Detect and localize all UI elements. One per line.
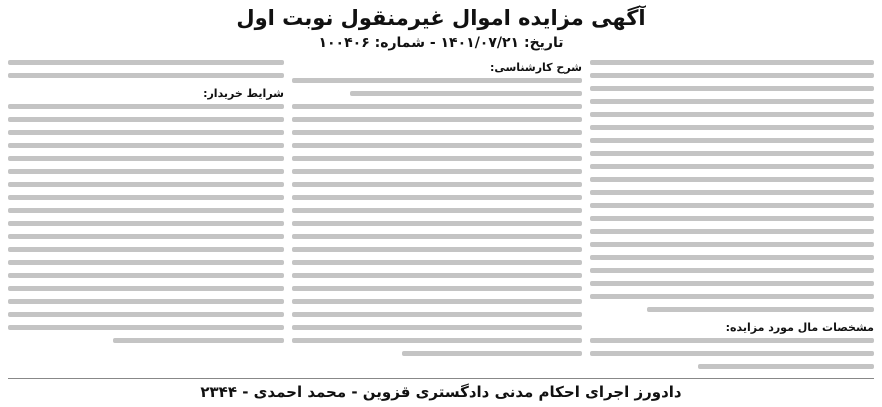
- text-line: [8, 234, 284, 239]
- text-line: [292, 247, 582, 252]
- text-line: [8, 273, 284, 278]
- notice-title: آگهی مزایده اموال غیرمنقول نوبت اول: [236, 6, 646, 30]
- text-line: [292, 273, 582, 278]
- text-line: [590, 268, 874, 273]
- text-line: [590, 338, 874, 343]
- text-line: [113, 338, 284, 343]
- footer-divider: [8, 378, 874, 379]
- text-line: [8, 299, 284, 304]
- text-line: [402, 351, 582, 356]
- text-line: [590, 351, 874, 356]
- text-line: [8, 117, 284, 122]
- text-line: [8, 247, 284, 252]
- text-line: [590, 177, 874, 182]
- text-line: [292, 182, 582, 187]
- text-line: [647, 307, 874, 312]
- execution-paragraph: [590, 60, 874, 312]
- signature-line: دادورز اجرای احکام مدنی دادگستری قزوین - محمد احمدی - ۲۳۴۴: [200, 383, 682, 401]
- text-line: [292, 156, 582, 161]
- text-line: [292, 338, 582, 343]
- text-line: [292, 299, 582, 304]
- text-line: [8, 104, 284, 109]
- text-line: [590, 255, 874, 260]
- text-line: [8, 208, 284, 213]
- text-line: [292, 234, 582, 239]
- text-line: [292, 208, 582, 213]
- expert-description-heading: شرح کارشناسی:: [489, 61, 582, 74]
- text-line: [590, 229, 874, 234]
- text-line: [292, 117, 582, 122]
- text-line: [590, 125, 874, 130]
- text-line: [590, 216, 874, 221]
- expert-description-paragraph: [292, 78, 582, 356]
- text-line: [8, 195, 284, 200]
- text-line: [590, 112, 874, 117]
- text-line: [590, 73, 874, 78]
- text-line: [292, 104, 582, 109]
- text-line: [292, 325, 582, 330]
- text-line: [590, 86, 874, 91]
- text-line: [292, 143, 582, 148]
- text-line: [590, 164, 874, 169]
- notice-date-number: تاریخ: ۱۴۰۱/۰۷/۲۱ - شماره: ۱۰۰۴۰۶: [318, 35, 564, 51]
- text-line: [292, 312, 582, 317]
- notice-column-middle: [292, 60, 582, 378]
- property-specs-paragraph: [590, 338, 874, 369]
- text-line: [590, 151, 874, 156]
- text-line: [8, 143, 284, 148]
- text-line: [590, 190, 874, 195]
- text-line: [8, 221, 284, 226]
- text-line: [8, 60, 284, 65]
- text-line: [590, 99, 874, 104]
- text-line: [8, 325, 284, 330]
- text-line: [292, 221, 582, 226]
- text-line: [8, 169, 284, 174]
- notice-column-right: [590, 60, 874, 378]
- text-line: [292, 78, 582, 83]
- text-line: [8, 260, 284, 265]
- text-line: [698, 364, 874, 369]
- text-line: [8, 156, 284, 161]
- text-line: [8, 312, 284, 317]
- text-line: [8, 182, 284, 187]
- text-line: [292, 130, 582, 135]
- text-line: [590, 294, 874, 299]
- text-line: [590, 203, 874, 208]
- buyer-conditions-paragraph: [8, 104, 284, 343]
- text-line: [292, 195, 582, 200]
- buyer-conditions-heading: شرایط خریدار:: [203, 87, 284, 100]
- text-line: [292, 286, 582, 291]
- text-line: [8, 73, 284, 78]
- property-specs-heading: مشخصات مال مورد مزایده:: [725, 321, 874, 334]
- notice-column-left: [8, 60, 284, 378]
- text-line: [8, 286, 284, 291]
- text-line: [8, 130, 284, 135]
- text-line: [590, 60, 874, 65]
- text-line: [292, 169, 582, 174]
- text-line: [590, 281, 874, 286]
- text-line: [292, 260, 582, 265]
- text-line: [590, 138, 874, 143]
- base-price-paragraph: [8, 60, 284, 78]
- text-line: [350, 91, 582, 96]
- text-line: [590, 242, 874, 247]
